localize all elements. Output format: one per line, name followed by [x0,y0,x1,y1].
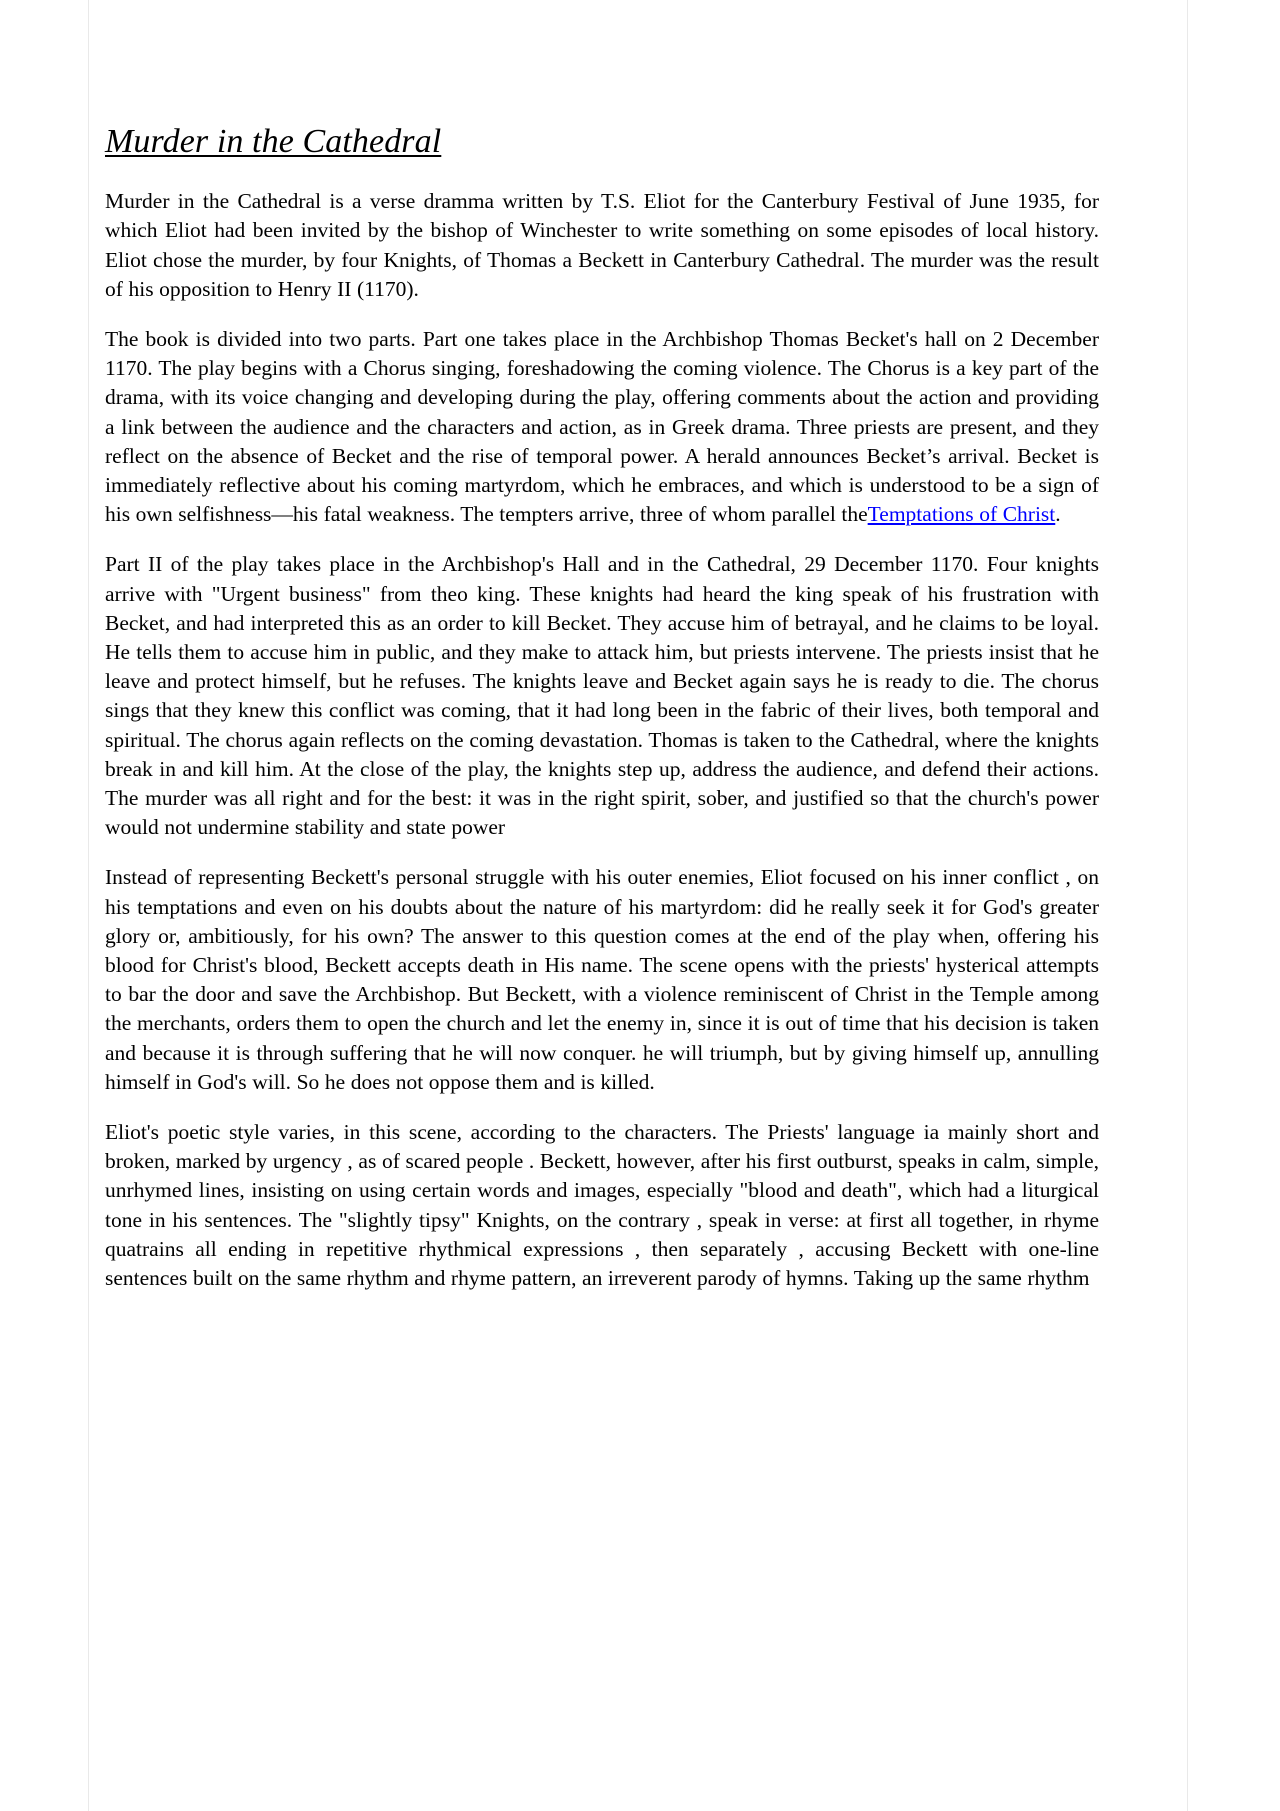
temptations-of-christ-link[interactable]: Temptations of Christ [867,502,1056,527]
paragraph-inner-conflict [105,863,1099,1097]
paragraph-part-one-text-before-link: The book is divided into two parts. Part one takes place in the Archbishop Thomas Becket's hall on 2 December 1170. The play begins with a Chorus singing, foreshadowing the coming violence. The Chorus is a key part of the drama, with its voice changing and developing during the play, offering comments about the action and providing a link between the audience and the characters and action, as in Greek drama. Three priests are present, and they reflect on the absence of Becket and the rise of temporal power. A herald announces Becket’s arrival. Becket is immediately reflective about his coming martyrdom, which he embraces, and which is understood to be a sign of his own selfishness—his fatal weakness. The tempters arrive, three of whom parallel the [105,326,1099,527]
paragraph-poetic-style [105,1118,1099,1293]
paragraph-part-one [105,325,1099,529]
paragraph-inner-conflict-text: Instead of representing Beckett's personal struggle with his outer enemies, Eliot focused on his inner conflict , on his temptations and even on his doubts about the nature of his martyrdom: did he really seek it for God's greater glory or, ambitiously, for his own? The answer to this question comes at the end of the play when, offering his blood for Christ's blood, Beckett accepts death in His name. The scene opens with the priests' hysterical attempts to bar the door and save the Archbishop. But Beckett, with a violence reminiscent of Christ in the Temple among the merchants, orders them to open the church and let the enemy in, since it is out of time that his decision is taken and because it is through suffering that he will now conquer. he will triumph, but by giving himself up, annulling himself in God's will. So he does not oppose them and is killed. [105,865,1099,1094]
paragraph-part-one-text-after-link: . [1055,502,1061,527]
page-title [105,122,1099,161]
page-title-text: Murder in the Cathedral [105,123,442,160]
document-body [89,0,1187,1293]
paragraph-poetic-style-text: Eliot's poetic style varies, in this scene, according to the characters. The Priests' language ia mainly short and broken, marked by urgency , as of scared people . Beckett, however, after his first outburst, speaks in calm, simple, unrhymed lines, insisting on using certain words and images, especially "blood and death", which had a liturgical tone in his sentences. The "slightly tipsy" Knights, on the contrary , speak in verse: at first all together, in rhyme quatrains all ending in repetitive rhythmical expressions , then separately , accusing Beckett with one-line sentences built on the same rhythm and rhyme pattern, an irreverent parody of hymns. Taking up the same rhythm [105,1119,1099,1290]
paragraph-intro-text: Murder in the Cathedral is a verse dramma written by T.S. Eliot for the Canterbury Festival of June 1935, for which Eliot had been invited by the bishop of Winchester to write something on some episodes of local history. Eliot chose the murder, by four Knights, of Thomas a Beckett in Canterbury Cathedral. The murder was the result of his opposition to Henry II (1170). [105,189,1099,301]
paragraph-part-two-text: Part II of the play takes place in the Archbishop's Hall and in the Cathedral, 29 December 1170. Four knights arrive with "Urgent business" from theo king. These knights had heard the king speak of his frustration with Becket, and had interpreted this as an order to kill Becket. They accuse him of betrayal, and he claims to be loyal. He tells them to accuse him in public, and they make to attack him, but priests intervene. The priests insist that he leave and protect himself, but he refuses. The knights leave and Becket again says he is ready to die. The chorus sings that they knew this conflict was coming, that it had long been in the fabric of their lives, both temporal and spiritual. The chorus again reflects on the coming devastation. Thomas is taken to the Cathedral, where the knights break in and kill him. At the close of the play, the knights step up, address the audience, and defend their actions. The murder was all right and for the best: it was in the right spirit, sober, and justified so that the church's power would not undermine stability and state power [105,552,1099,840]
paragraph-intro [105,187,1099,304]
document-page [88,0,1188,1811]
paragraph-part-two [105,550,1099,842]
